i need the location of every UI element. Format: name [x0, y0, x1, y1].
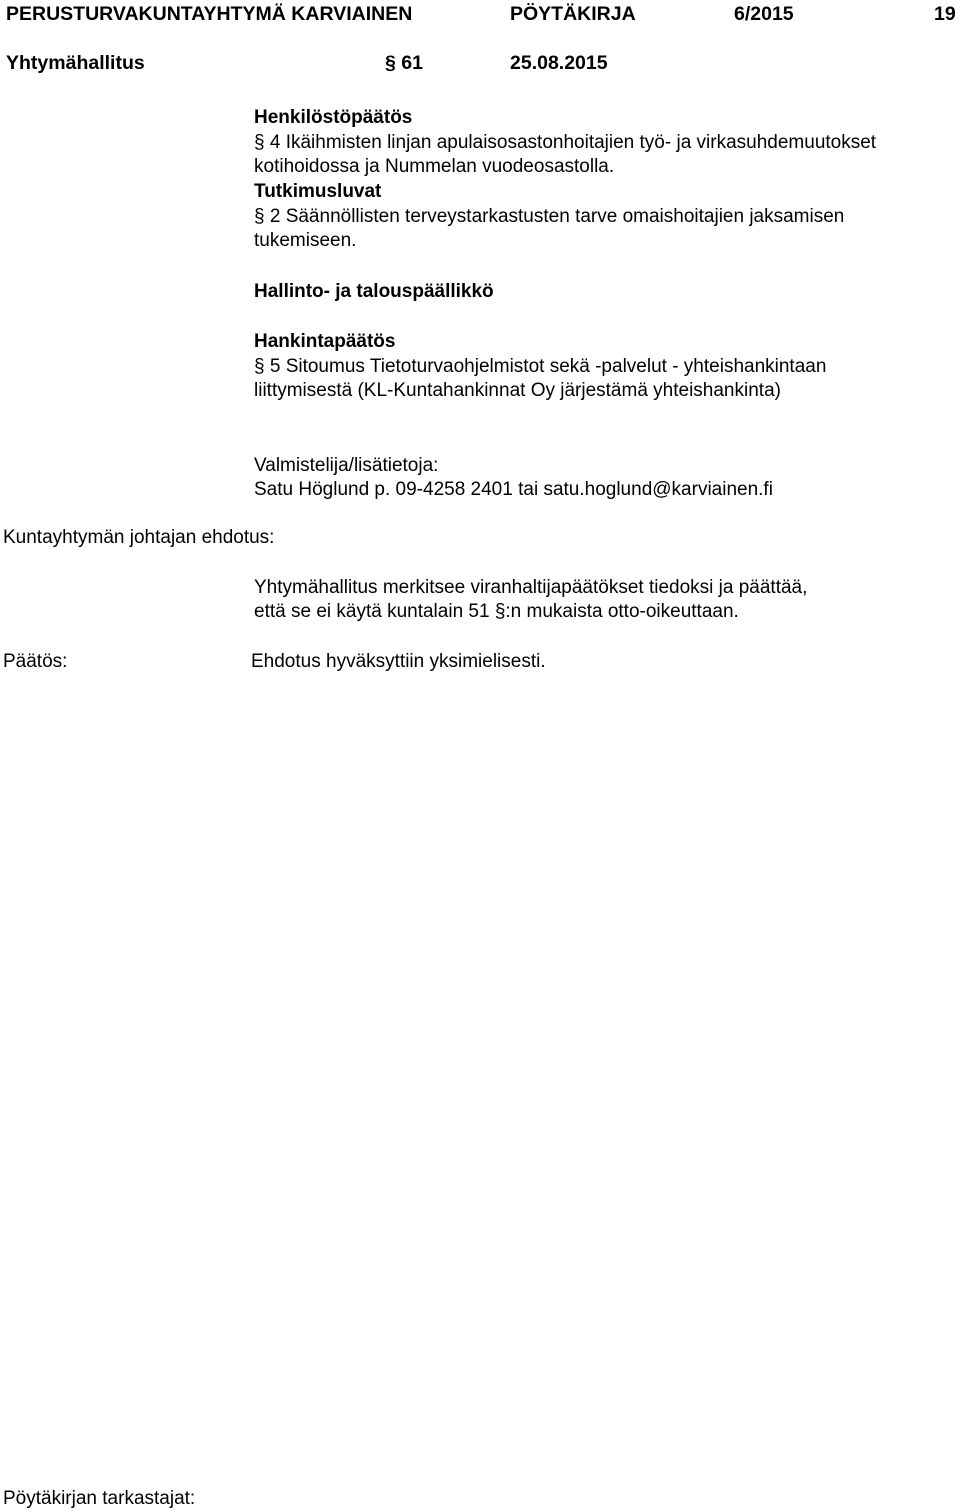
decision-text: Ehdotus hyväksyttiin yksimielisesti.: [251, 651, 546, 672]
section-title-hankintapaatos: Hankintapäätös: [254, 331, 396, 352]
meeting-date: 25.08.2015: [510, 52, 608, 74]
decision-label: Päätös:: [3, 651, 68, 672]
preparer-contact: Satu Höglund p. 09-4258 2401 tai satu.hoglund@karviainen.fi: [254, 479, 773, 500]
reviewers-label: Pöytäkirjan tarkastajat:: [3, 1488, 196, 1509]
hankinta-line-1: § 5 Sitoumus Tietoturvaohjelmistot sekä -palvelut - yhteishankintaan: [254, 356, 827, 377]
section-number: § 61: [385, 52, 423, 74]
governing-body: Yhtymähallitus: [6, 52, 145, 74]
proposal-line-1: Yhtymähallitus merkitsee viranhaltijapäätökset tiedoksi ja päättää,: [254, 577, 808, 598]
section-title-tutkimusluvat: Tutkimusluvat: [254, 181, 382, 202]
organization-name: PERUSTURVAKUNTAYHTYMÄ KARVIAINEN: [6, 3, 413, 25]
section-title-henkilostopaatos: Henkilöstöpäätös: [254, 107, 413, 128]
hankinta-line-2: liittymisestä (KL-Kuntahankinnat Oy järjestämä yhteishankinta): [254, 380, 781, 401]
document-type: PÖYTÄKIRJA: [510, 3, 636, 25]
document-number: 6/2015: [734, 3, 794, 25]
proposal-line-2: että se ei käytä kuntalain 51 §:n mukaista otto-oikeuttaan.: [254, 601, 739, 622]
henkilosto-line-2: kotihoidossa ja Nummelan vuodeosastolla.: [254, 156, 615, 177]
tutkimus-line-1: § 2 Säännöllisten terveystarkastusten tarve omaishoitajien jaksamisen: [254, 206, 845, 227]
page-number: 19: [934, 3, 956, 25]
tutkimus-line-2: tukemiseen.: [254, 230, 357, 251]
official-title: Hallinto- ja talouspäällikkö: [254, 281, 494, 302]
proposal-label: Kuntayhtymän johtajan ehdotus:: [3, 527, 275, 548]
henkilosto-line-1: § 4 Ikäihmisten linjan apulaisosastonhoitajien työ- ja virkasuhdemuutokset: [254, 132, 877, 153]
preparer-label: Valmistelija/lisätietoja:: [254, 455, 439, 476]
